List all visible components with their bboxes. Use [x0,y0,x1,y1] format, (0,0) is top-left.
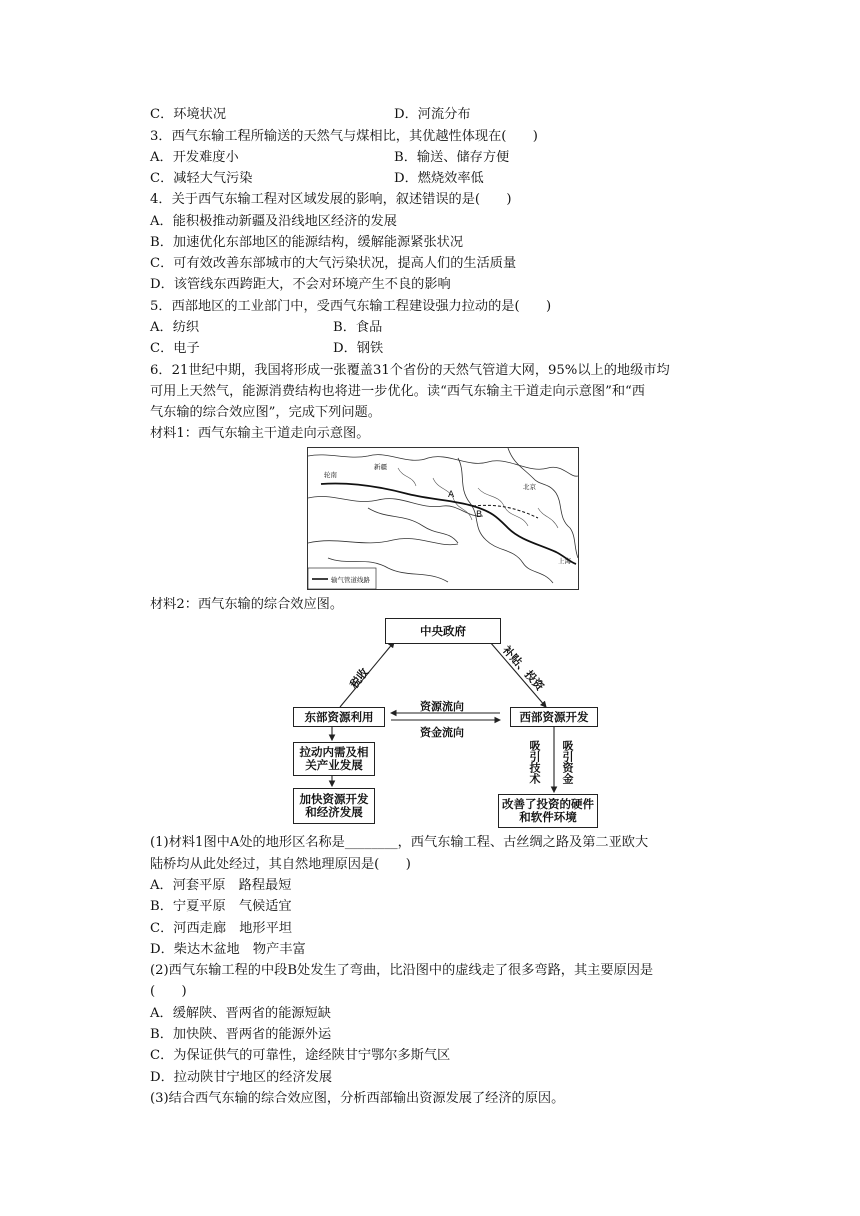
q5-option-b: B．食品 [333,320,383,335]
box-improve-environment: 改善了投资的硬件和软件环境 [498,794,598,828]
label-attract-technology: 吸引技术 [528,740,541,784]
sub1-option-a: A．河套平原 路程最短 [150,878,292,893]
sub1-stem-2: 陆桥均从此处经过，其自然地理原因是( ) [150,857,411,872]
sub1-option-c: C．河西走廊 地形平坦 [150,921,292,936]
label-attract-capital: 吸引资金 [561,740,574,784]
map-legend-label: 输气管道线路 [331,576,370,584]
question-6-stem-2: 可用上天然气，能源消费结构也将进一步优化。读“西气东输主干道走向示意图”和“西 [150,384,645,399]
label-tax: 税收 [347,665,372,691]
label-capital-flow: 资金流向 [420,726,464,739]
q5-option-a: A．纺织 [150,320,200,335]
box-boost-demand: 拉动内需及相关产业发展 [293,742,375,776]
q3-option-d: D．燃烧效率低 [394,171,484,186]
box-east-resource-use: 东部资源利用 [293,707,385,727]
map-label-xinjiang: 新疆 [374,463,387,471]
q5-option-c: C．电子 [150,341,200,356]
sub2-stem-1: (2)西气东输工程的中段B处发生了弯曲，比沿图中的虚线走了很多弯路，其主要原因是 [150,963,654,978]
map-drawing [308,448,578,589]
question-6-stem-1: 6．21世纪中期，我国将形成一张覆盖31个省份的天然气管道大网，95%以上的地级市均 [150,363,670,378]
sub1-stem-1: (1)材料1图中A处的地形区名称是________，西气东输工程、古丝绸之路及第二亚欧大 [150,835,649,850]
question-3-stem: 3．西气东输工程所输送的天然气与煤相比，其优越性体现在( ) [150,129,538,144]
q4-option-c: C．可有效改善东部城市的大气污染状况，提高人们的生活质量 [150,256,517,271]
box-central-government: 中央政府 [385,618,501,644]
box-west-resource-development: 西部资源开发 [510,707,598,727]
question-6-stem-3: 气东输的综合效应图”，完成下列问题。 [150,405,381,420]
sub2-stem-2: ( ) [150,984,187,999]
sub2-option-a: A．缓解陕、晋两省的能源短缺 [150,1006,331,1021]
q4-option-b: B．加速优化东部地区的能源结构，缓解能源紧张状况 [150,235,464,250]
map-label-beijing: 北京 [523,483,536,491]
q4-option-d: D．该管线东西跨距大，不会对环境产生不良的影响 [150,277,451,292]
box-accelerate-development: 加快资源开发和经济发展 [293,788,375,824]
q5-option-d: D．钢铁 [333,341,384,356]
question-5-stem: 5．西部地区的工业部门中，受西气东输工程建设强力拉动的是( ) [150,299,552,314]
material-1-caption: 材料1：西气东输主干道走向示意图。 [150,426,370,441]
question-4-stem: 4．关于西气东输工程对区域发展的影响，叙述错误的是( ) [150,192,512,207]
q3-option-a: A．开发难度小 [150,150,239,165]
map-label-shanghai: 上海 [558,557,571,565]
effect-diagram [290,616,596,828]
sub2-option-b: B．加快陕、晋两省的能源外运 [150,1027,332,1042]
sub3-stem: (3)结合西气东输的综合效应图，分析西部输出资源发展了经济的原因。 [150,1091,565,1106]
q3-option-b: B．输送、储存方便 [394,150,510,165]
pipeline-map [307,447,579,590]
q3-option-c: C．减轻大气污染 [150,171,253,186]
map-label-a: A [448,490,455,500]
label-subsidy-investment: 补贴、投资 [499,643,547,694]
option-d: D．河流分布 [394,107,471,122]
sub2-option-c: C．为保证供气的可靠性，途经陕甘宁鄂尔多斯气区 [150,1048,451,1063]
sub2-option-d: D．拉动陕甘宁地区的经济发展 [150,1070,333,1085]
option-c: C．环境状况 [150,107,227,122]
sub1-option-b: B．宁夏平原 气候适宜 [150,899,292,914]
map-label-b: B [476,510,483,520]
sub1-option-d: D．柴达木盆地 物产丰富 [150,942,306,957]
label-resource-flow: 资源流向 [420,700,464,713]
material-2-caption: 材料2：西气东输的综合效应图。 [150,597,344,612]
q4-option-a: A．能积极推动新疆及沿线地区经济的发展 [150,214,397,229]
map-label-lunnan: 轮南 [324,471,337,479]
